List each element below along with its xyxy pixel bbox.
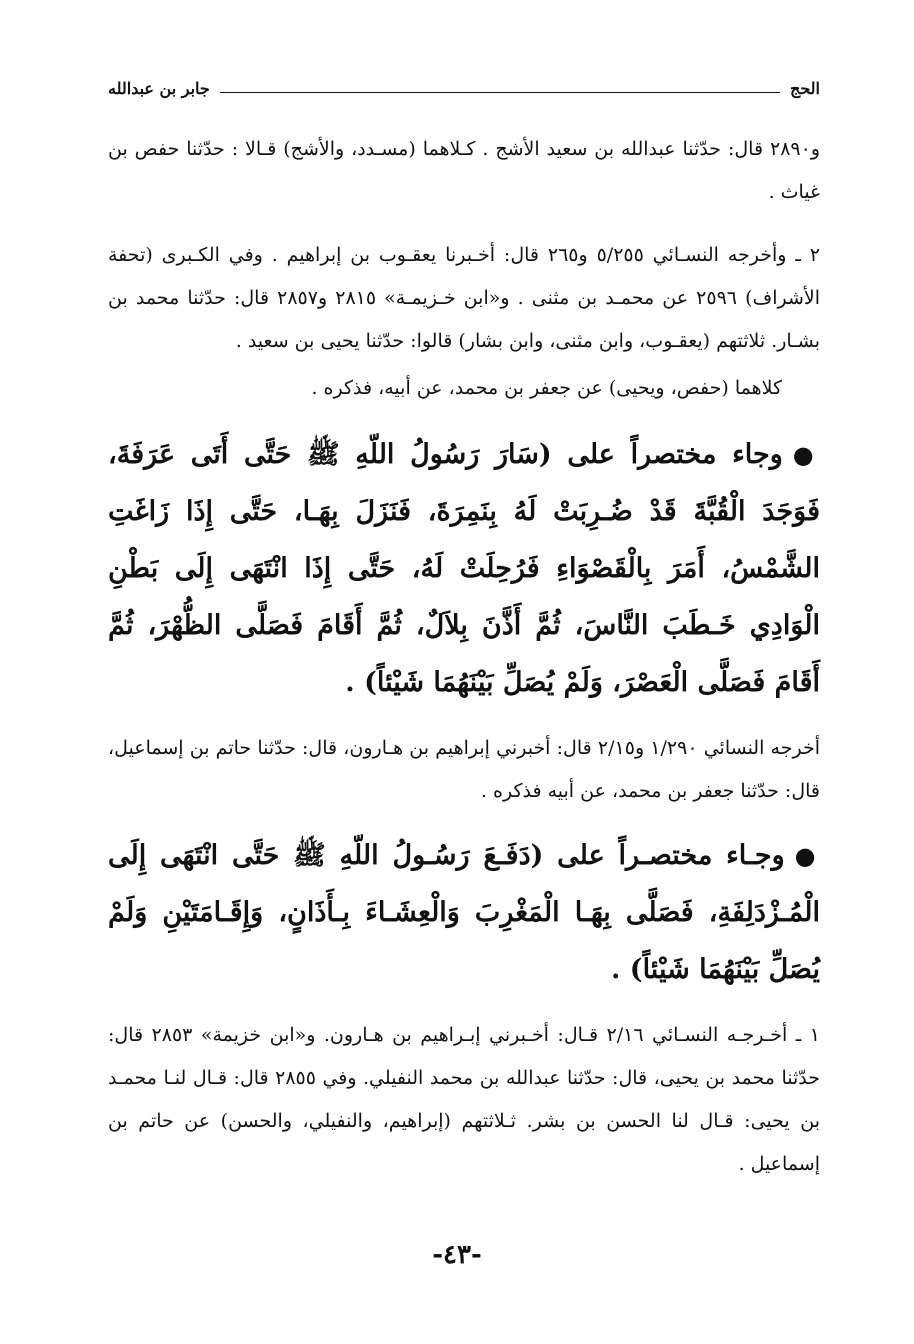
hadith-text-1-body: وجاء مختصراً على (سَارَ رَسُولُ اللّهِ ﷺ حَتَّى أَتَى عَرَفَةَ، فَوَجَدَ الْقُبَّةَ قَدْ ضُـرِبَتْ لَهُ بِنَمِرَةَ، فَنَزَلَ بِهَـا، حَتَّى إِذَا زَاغَتِ الشَّمْسُ، أَمَرَ بِالْقَصْوَاءِ فَرُحِلَتْ لَهُ، حَتَّى إِذَا انْتَهَى إِلَى بَطْنِ الْوَادِي خَـطَبَ النَّاسَ، ثُمَّ أَذَّنَ بِلاَلٌ، ثُمَّ أَقَامَ فَصَلَّى الظُّهْرَ، ثُمَّ أَقَامَ فَصَلَّى الْعَصْرَ، وَلَمْ يُصَلِّ بَيْنَهُمَا شَيْئاً) .: [108, 439, 820, 698]
bullet-icon: ●: [794, 841, 820, 870]
bullet-icon: ●: [792, 440, 820, 469]
header-chapter: الحج: [790, 79, 820, 98]
paragraph-5: أخرجه النسائي ١/٢٩٠ و٢/١٥ قال: أخبرني إبراهيم بن هـارون، قال: حدّثنا حاتم بن إسماعيل، قال: حدّثنا جعفر بن محمد، عن أبيه فذكره .: [108, 737, 820, 802]
paragraph-7: ١ ـ أخـرجـه النسـائي ٢/١٦ قـال: أخـبرني إبـراهيم بن هـارون. و«ابن خزيمة» ٢٨٥٣ قال: حدّثنا محمد بن يحيى، قال: حدّثنا عبدالله بن محمد النفيلي. وفي ٢٨٥٥ قال: قـال لنـا محمـد بن يحيى: قـال لنا الحسن بن بشر. ثـلاثتهم (إبراهيم، والنفيلي، والحسن) عن حاتم بن إسماعيل .: [108, 1024, 821, 1175]
header-narrator: جابر بن عبدالله: [108, 79, 210, 98]
hadith-text-2-body: وجـاء مختصـراً على (دَفَـعَ رَسُـولُ اللّهِ ﷺ حَتَّى انْتَهَى إِلَى الْمُـزْدَلِفَةِ، فَصَلَّى بِهَـا الْمَغْرِبَ وَالْعِشَـاءَ بِـأَذَانٍ، وَإِقَـامَتَيْنِ وَلَمْ يُصَلِّ بَيْنَهُمَا شَيْئاً) .: [108, 840, 820, 985]
paragraph-1: و٢٨٩٠ قال: حدّثنا عبدالله بن سعيد الأشج . كـلاهما (مسـدد، والأشج) قـالا : حدّثنا حفص بن غياث .: [108, 138, 820, 203]
paragraph-2: ٢ ـ وأخرجه النسـائي ٥/٢٥٥ و٢٦٥ قال: أخـبرنا يعقـوب بن إبراهيم . وفي الكـبرى (تحفة الأشراف) ٢٥٩٦ عن محمـد بن مثنى . و«ابن خـزيمـة» ٢٨١٥ و٢٨٥٧ قال: حدّثنا محمد بن بشـار. ثلاثتهم (يعقـوب، وابن مثنى، وابن بشار) قالوا: حدّثنا يحيى بن سعيد .: [108, 244, 821, 352]
paragraph-3: كلاهما (حفص، ويحيى) عن جعفر بن محمد، عن أبيه، فذكره .: [311, 377, 782, 399]
hadith-text-1: [108, 426, 820, 711]
hadith-text-2: [108, 827, 820, 998]
header-rule: [220, 92, 780, 93]
page-number: -٤٣-: [432, 1240, 482, 1270]
document-page: [108, 78, 820, 1186]
running-header: [108, 78, 820, 100]
